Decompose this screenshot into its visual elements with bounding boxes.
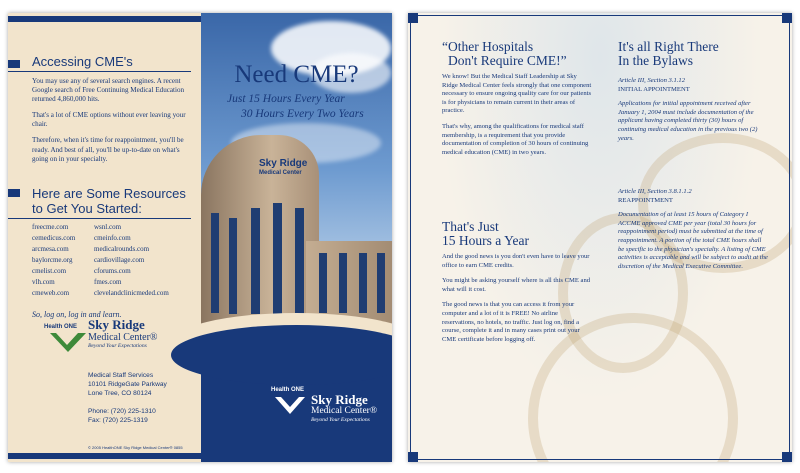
border-rule [418, 15, 782, 16]
building-sign-line: Sky Ridge [259, 158, 308, 169]
healthone-wordmark: Health ONE [44, 324, 78, 330]
section-text: Applications for initial appointment received after January 1, 2004 must include documentation of the applicant having completed thirty (30) hours of continuing medical education in the previous two (2) years. [618, 100, 758, 142]
logo-subname: Medical Center® [88, 332, 158, 343]
other-hospitals-body [442, 73, 592, 164]
front-cover [201, 13, 392, 462]
heading-line: 15 Hours a Year [442, 233, 529, 248]
corner-mark [408, 13, 418, 23]
contact-address [88, 371, 167, 425]
accessing-body [32, 77, 196, 171]
healthone-arrow-icon [48, 331, 88, 353]
cover-logo [311, 393, 377, 423]
accessing-paragraph: That's a lot of CME options without ever leaving your chair. [32, 111, 186, 129]
other-hospitals-heading [442, 40, 567, 68]
border-rule [410, 23, 411, 452]
address-line: Medical Staff Services [88, 372, 154, 379]
accessing-paragraph: You may use any of several search engines. A recent Google search of Free Continuing Medical Education returned 4,860,000 hits. [32, 77, 185, 104]
address-line [88, 398, 167, 407]
section-title: INITIAL APPOINTMENT [618, 85, 690, 93]
resource-link[interactable]: cforums.com [94, 267, 131, 275]
section-text: Documentation of at least 15 hours of Category I ACCME approved CME per year (total 30 hours for reappointment period) must be submitted at the time of reappointment. A portion of the total CME hours shall be specific to the physician's specialty. A listing of CME activities is acceptable and will be subject to audit at the discretion of the Medical Executive Committee. [618, 211, 768, 270]
cover-logo-name: Sky Ridge [311, 392, 368, 407]
closing-line: So, log on, log in and learn. [32, 310, 122, 319]
fifteen-hours-heading [442, 220, 529, 248]
resource-link[interactable]: cardiovillage.com [94, 256, 145, 264]
url-column [94, 222, 169, 299]
copyright-footer: © 2005 HealthONE Sky Ridge Medical Center® 0855 [88, 445, 183, 450]
heading-line: Don't Require CME!” [448, 53, 567, 68]
building-window [295, 208, 304, 314]
logo-tagline: Beyond Your Expectations [88, 343, 147, 349]
body-paragraph: We know! But the Medical Staff Leadership at Sky Ridge Medical Center feels strongly that one component necessary to ensure ongoing quality care for our patients is for physicians to remain current in their areas of practice. [442, 73, 592, 115]
cover-logo-subname: Medical Center® [311, 406, 378, 416]
heading-line: That's Just [442, 219, 499, 234]
healthone-wordmark: Health ONE [271, 387, 305, 393]
resources-heading-line: to Get You Started: [32, 201, 142, 216]
building-window [319, 253, 327, 313]
resource-link[interactable]: wsnl.com [94, 223, 122, 231]
building-window [229, 218, 237, 314]
corner-mark [782, 452, 792, 462]
section-reference: Article III, Section 3.1.12 [618, 77, 686, 84]
brochure-inside-spread [408, 13, 792, 462]
brochure-outside-spread [8, 13, 392, 462]
building-window [251, 208, 260, 314]
building-window [377, 253, 385, 313]
resource-link[interactable]: arcmesa.com [32, 245, 69, 253]
section-reference: Article III, Section 3.8.1.1.2 [618, 188, 692, 195]
building-window [273, 203, 282, 315]
resource-link[interactable]: clevelandclinicmeded.com [94, 289, 169, 297]
cover-subtitle: 30 Hours Every Two Years [241, 108, 364, 120]
accessing-heading: Accessing CME's [32, 54, 133, 69]
resource-link[interactable]: freecme.com [32, 223, 69, 231]
logo [88, 318, 158, 349]
building-sign [259, 158, 315, 186]
fax-number: Fax: (720) 225-1319 [88, 417, 148, 424]
bylaws-section-initial [618, 77, 768, 149]
body-paragraph: And the good news is you don't even have to leave your office to earn CME credits. [442, 253, 590, 269]
top-band [8, 16, 201, 22]
border-rule [789, 23, 790, 452]
address-line: 10101 RidgeGate Parkway [88, 381, 167, 388]
body-paragraph: The good news is that you can access it from your computer and a lot of it is FREE! No airline reservations, no hotels, no traffic. Just log on, find a course, complete it and in many cases print out your CME certificate before logging off. [442, 301, 580, 343]
resources-heading [32, 186, 186, 216]
healthone-arrow-icon [273, 395, 307, 415]
resource-link[interactable]: baylorcme.org [32, 256, 73, 264]
resource-link[interactable]: cmelist.com [32, 267, 67, 275]
bottom-band [8, 453, 201, 459]
back-panel [8, 13, 201, 462]
cover-subtitle: Just 15 Hours Every Year [227, 93, 345, 105]
resource-link[interactable]: fmes.com [94, 278, 122, 286]
resource-link[interactable]: cmeweb.com [32, 289, 70, 297]
url-column [32, 222, 75, 299]
resource-link[interactable]: medicalrounds.com [94, 245, 150, 253]
section-marker [8, 60, 20, 68]
heading-line: In the Bylaws [618, 53, 693, 68]
corner-mark [782, 13, 792, 23]
bylaws-heading [618, 40, 719, 68]
cover-title: Need CME? [234, 61, 359, 88]
corner-mark [408, 452, 418, 462]
body-paragraph: You might be asking yourself where is all this CME and what will it cost. [442, 277, 591, 293]
resource-link[interactable]: vlh.com [32, 278, 55, 286]
accessing-paragraph: Therefore, when it's time for reappointment, you'll be ready. And best of all, you'll be up-to-date on what's going on in your specialty. [32, 136, 184, 163]
phone-number: Phone: (720) 225-1310 [88, 408, 156, 415]
heading-line: “Other Hospitals [442, 39, 534, 54]
heading-line: It's all Right There [618, 39, 719, 54]
resource-link[interactable]: cmeinfo.com [94, 234, 131, 242]
fifteen-hours-body [442, 253, 592, 351]
bylaws-section-reappointment [618, 188, 768, 277]
building-window [339, 253, 347, 313]
resource-link[interactable]: cemedicus.com [32, 234, 76, 242]
resource-url-list [32, 222, 202, 302]
heading-rule [8, 218, 191, 219]
section-title: REAPPOINTMENT [618, 196, 673, 204]
building-sign-line: Medical Center [259, 170, 302, 176]
resources-heading-line: Here are Some Resources [32, 186, 186, 201]
building-window [359, 253, 367, 313]
body-paragraph: That's why, among the qualifications for medical staff membership, is a requirement that you provide documentation of completion of 30 hours of continuing medical education (CME) in two years. [442, 122, 589, 156]
logo-name: Sky Ridge [88, 317, 145, 332]
cover-logo-tagline: Beyond Your Expectations [311, 417, 370, 423]
heading-rule [8, 71, 191, 72]
address-line: Lone Tree, CO 80124 [88, 390, 152, 397]
building-window [211, 213, 219, 313]
border-rule [418, 459, 782, 460]
section-marker [8, 189, 20, 197]
